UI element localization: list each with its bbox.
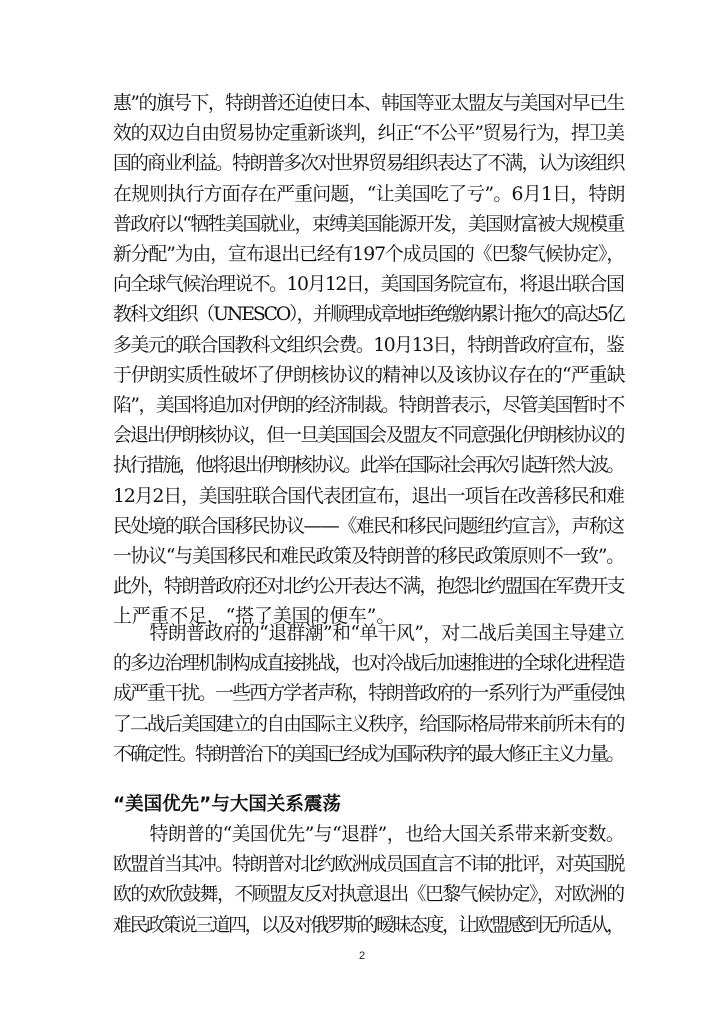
- text-line: 欧的欢欣鼓舞，不顾盟友反对执意退出《巴黎气候协定》，对欧洲的: [113, 884, 624, 906]
- text-line: 上严重不足，“搭了美国的便车”。: [113, 606, 396, 628]
- text-line: 教科文组织（UNESCO），并顺理成章地拒绝缴纳累计拖欠的高达5亿: [113, 304, 624, 326]
- body-paragraph-2: [113, 619, 625, 770]
- text-line: 新分配”为由，宣布退出已经有197个成员国的《巴黎气候协定》，: [113, 244, 625, 266]
- text-line: 多美元的联合国教科文组织会费。10月13日，特朗普政府宣布，鉴: [113, 334, 624, 356]
- text-line: 了二战后美国建立的自由国际主义秩序，给国际格局带来前所未有的: [113, 713, 624, 735]
- body-paragraph-3: [113, 820, 625, 941]
- text-line: 效的双边自由贸易协定重新谈判，纠正“不公平”贸易行为，捍卫美: [113, 123, 624, 145]
- text-line: 难民政策说三道四，以及对俄罗斯的暧昧态度，让欧盟感到无所适从，: [113, 914, 623, 936]
- text-line: 普政府以“牺牲美国就业，束缚美国能源开发，美国财富被大规模重: [113, 213, 624, 235]
- text-line: 执行措施，他将退出伊朗核协议。此举在国际社会再次引起轩然大波。: [113, 455, 623, 477]
- text-line: 惠”的旗号下，特朗普还迫使日本、韩国等亚太盟友与美国对早已生: [113, 93, 624, 114]
- text-line: 会退出伊朗核协议，但一旦美国国会及盟友不同意强化伊朗核协议的: [113, 425, 624, 447]
- text-line: 欧盟首当其冲。特朗普对北约欧洲成员国直言不讳的批评，对英国脱: [113, 854, 624, 876]
- text-line: 特朗普的“美国优先”与“退群”，也给大国关系带来新变数。: [113, 824, 625, 845]
- text-line: 的多边治理机制构成直接挑战，也对冷战后加速推进的全球化进程造: [113, 653, 624, 675]
- body-paragraph-1: [113, 89, 625, 633]
- text-line: 民处境的联合国移民协议——《难民和移民问题纽约宣言》，声称这: [113, 515, 624, 537]
- page-number: 2: [358, 950, 366, 962]
- text-line: 成严重干扰。一些西方学者声称，特朗普政府的一系列行为严重侵蚀: [113, 683, 624, 705]
- text-line: 在规则执行方面存在严重问题，“让美国吃了亏”。6月1日，特朗: [113, 183, 625, 205]
- text-line: 特朗普政府的“退群潮”和“单干风”，对二战后美国主导建立: [113, 623, 625, 644]
- text-line: 于伊朗实质性破坏了伊朗核协议的精神以及该协议存在的“严重缺: [113, 364, 625, 386]
- text-line: 陷”，美国将追加对伊朗的经济制裁。特朗普表示，尽管美国暂时不: [113, 395, 624, 417]
- text-line: 向全球气候治理说不。10月12日，美国国务院宣布，将退出联合国: [113, 274, 624, 296]
- section-heading: “美国优先”与大国关系震荡: [113, 794, 341, 815]
- text-line: 国的商业利益。特朗普多次对世界贸易组织表达了不满，认为该组织: [113, 153, 624, 175]
- text-line: 12月2日，美国驻联合国代表团宣布，退出一项旨在改善移民和难: [113, 485, 624, 507]
- text-line: 不确定性。特朗普治下的美国已经成为国际秩序的最大修正主义力量。: [113, 743, 623, 765]
- text-line: 一协议“与美国移民和难民政策及特朗普的移民政策原则不一致”。: [113, 546, 624, 568]
- text-line: 此外，特朗普政府还对北约公开表达不满，抱怨北约盟国在军费开支: [113, 576, 624, 598]
